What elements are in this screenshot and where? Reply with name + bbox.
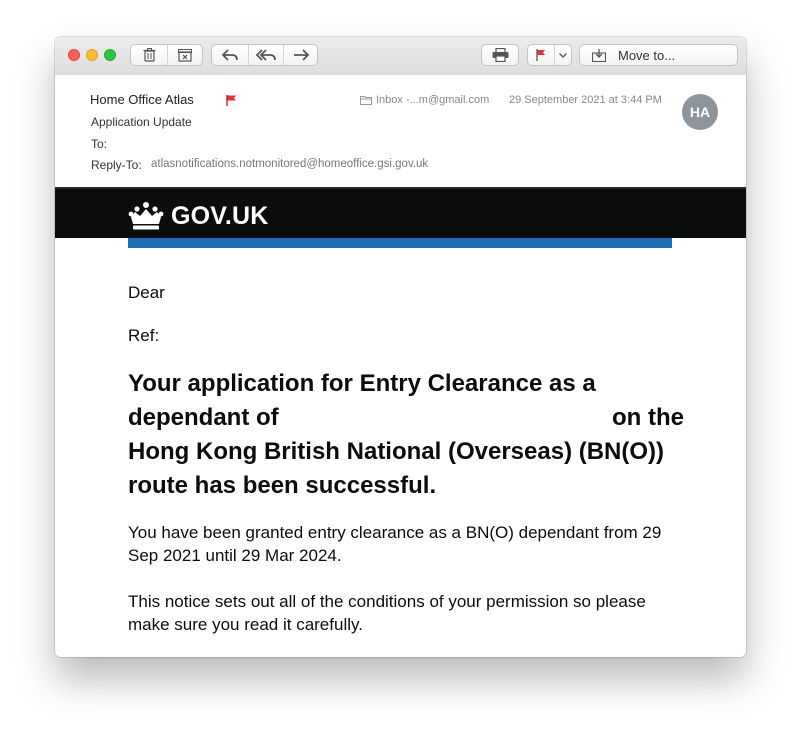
reply-group: [211, 44, 318, 66]
mail-window: [55, 37, 746, 657]
reply-button[interactable]: [212, 45, 248, 65]
minimize-window-button[interactable]: [86, 49, 98, 61]
mailbox-indicator: [360, 94, 489, 106]
reply-to-address[interactable]: atlasnotifications.notmonitored@homeoffice.gsi.gov.uk: [151, 158, 429, 170]
junk-icon: [178, 49, 192, 62]
delete-group: [130, 44, 203, 66]
avatar: HA: [682, 94, 718, 130]
zoom-window-button[interactable]: [104, 49, 116, 61]
reply-icon: [222, 49, 238, 61]
flagged-icon: [226, 95, 237, 106]
flag-group: [527, 44, 572, 66]
trash-button[interactable]: [131, 45, 167, 65]
toolbar: [55, 37, 746, 76]
heading-part-1: Your application for Entry Clearance as a dependant of: [128, 370, 596, 431]
print-group: [481, 44, 519, 66]
govuk-brand: GOV.UK: [171, 201, 269, 230]
flag-icon: [536, 49, 546, 61]
forward-button[interactable]: [283, 45, 317, 65]
reply-all-icon: [256, 49, 276, 61]
grant-paragraph: You have been granted entry clearance as a BN(O) dependant from 29 Sep 2021 until 29 Mar 2024.: [128, 523, 662, 565]
heading-part-2: on the Hong Kong British National (Overseas) (BN(O)) route has been successful.: [128, 404, 684, 499]
junk-button[interactable]: [167, 45, 202, 65]
printer-icon: [492, 48, 509, 62]
move-to-icon: [592, 49, 606, 62]
crown-icon: [128, 201, 164, 231]
flag-button[interactable]: [528, 45, 554, 65]
reply-all-button[interactable]: [248, 45, 283, 65]
mailbox-label: Inbox -...m@gmail.com: [376, 94, 490, 106]
forward-icon: [293, 49, 309, 61]
move-to-label: Move to...: [618, 47, 676, 63]
close-window-button[interactable]: [68, 49, 80, 61]
blue-rule: [128, 238, 672, 248]
message-date: 29 September 2021 at 3:44 PM: [509, 94, 662, 106]
success-heading: [128, 367, 688, 503]
trash-icon: [143, 48, 156, 62]
chevron-down-icon: [559, 53, 567, 58]
message-subject: Application Update: [91, 115, 192, 129]
sender-name[interactable]: Home Office Atlas: [90, 92, 194, 107]
notice-paragraph: This notice sets out all of the conditions of your permission so please make sure you read it carefully.: [128, 592, 646, 634]
greeting: Dear: [128, 283, 165, 302]
govuk-header: [55, 187, 746, 238]
reference-label: Ref:: [128, 326, 160, 345]
reply-to-label: Reply-To:: [91, 158, 142, 172]
print-button[interactable]: [482, 45, 518, 65]
folder-icon: [360, 95, 372, 105]
to-label: To:: [91, 137, 108, 151]
move-to-button[interactable]: [579, 44, 738, 66]
govuk-logo[interactable]: [128, 201, 269, 231]
flag-menu-button[interactable]: [554, 45, 571, 65]
